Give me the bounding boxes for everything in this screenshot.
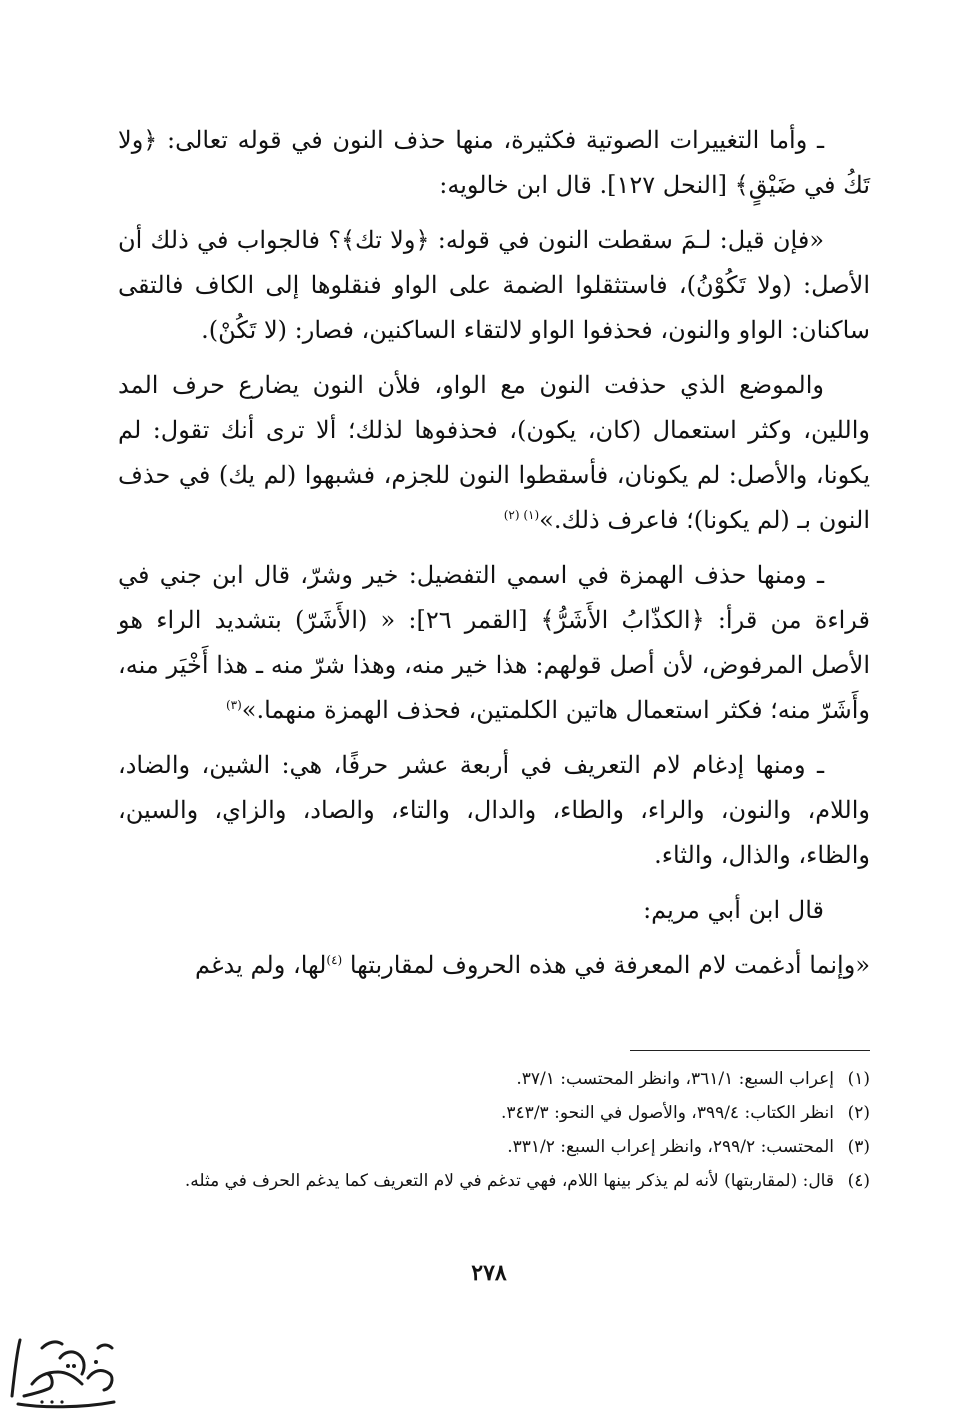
calligraphy-stamp-icon (2, 1318, 120, 1414)
paragraph-7-text-before: «وإنما أدغمت لام المعرفة في هذه الحروف لمقاربتها (349, 951, 870, 979)
paragraph-3 (118, 363, 870, 543)
paragraph-6: قال ابن أبي مريم: (643, 896, 824, 924)
paragraph-4-text: ـ ومنها حذف الهمزة في اسمي التفضيل: خير وشرّ، قال ابن جني في قراءة من قرأ: ﴿الكذّابُ الأَشَرُّ﴾ [القمر ٢٦]: « (الأَشَرّ) بتشديد الراء هو الأصل المرفوض، لأن أصل قولهم: هذا خير منه، وهذا شرّ منه ـ هذا أَخْيَر منه، وأَشَرّ منه؛ فكثر استعمال هاتين الكلمتين، فحذف الهمزة منهما.» (118, 561, 870, 724)
paragraph-5: ـ ومنها إدغام لام التعريف في أربعة عشر حرفًا، هي: الشين، والضاد، واللام، والنون، والراء، والطاء، والدال، والتاء، والصاد، والزاي، والسين، والظاء، والذال، والثاء. (118, 751, 870, 869)
footnote-ref-1-2: (١) (٢) (503, 508, 540, 522)
footnote-number: (٣) (847, 1137, 870, 1157)
page-number: ٢٧٨ (471, 1260, 507, 1286)
footnote-number: (٤) (847, 1171, 870, 1191)
paragraph-1: ـ وأما التغييرات الصوتية فكثيرة، منها حذف النون في قوله تعالى: ﴿ولا تَكُ في ضَيْقٍ﴾ [النحل ١٢٧]. قال ابن خالويه: (118, 126, 870, 199)
footnote-separator (630, 1050, 870, 1051)
footnote-ref-3: (٣) (225, 698, 242, 712)
footnote-1 (118, 1062, 870, 1096)
footnote-number: (١) (847, 1069, 870, 1089)
main-text (118, 118, 870, 998)
footnote-4 (118, 1164, 870, 1198)
paragraph-4 (118, 553, 870, 733)
footnote-2 (118, 1096, 870, 1130)
footnote-text: المحتسب: ٢٩٩/٢، وانظر إعراب السبع: ٣٣١/٢. (507, 1137, 834, 1157)
footnote-text: إعراب السبع: ٣٦١/١، وانظر المحتسب: ٣٧/١. (516, 1069, 834, 1089)
paragraph-2: «فإن قيل: لـمَ سقطت النون في قوله: ﴿ولا تك﴾؟ فالجواب في ذلك أن الأصل: (ولا تَكُوْنُ)، فاستثقلوا الضمة على الواو فنقلوها إلى الكاف فالتقى ساكنان: الواو والنون، فحذفوا الواو لالتقاء الساكنين، فصار: (لا تَكُنْ). (118, 226, 870, 344)
paragraph-3-text: والموضع الذي حذفت النون مع الواو، فلأن النون يضارع حرف المد واللين، وكثر استعمال (كان، يكون)، فحذفوها لذلك؛ ألا ترى أنك تقول: لم يكونا، والأصل: لم يكونان، فأسقطوا النون للجزم، فشبهوا (لم يك) في حذف النون بـ (لم يكونا)؛ فاعرف ذلك.» (118, 371, 870, 534)
paragraph-7 (118, 943, 870, 988)
footnote-ref-4: (٤) (326, 953, 343, 967)
footnote-number: (٢) (847, 1103, 870, 1123)
stamp-logo (2, 1318, 120, 1414)
paragraph-7-text-after: لها، ولم يدغم (195, 951, 327, 979)
footnotes (118, 1062, 870, 1198)
footnote-text: انظر الكتاب: ٣٩٩/٤، والأصول في النحو: ٣٤٣/٣. (501, 1103, 834, 1123)
footnote-3 (118, 1130, 870, 1164)
footnote-text: قال: (لمقاربتها) لأنه لم يذكر بينها اللام، فهي تدغم في لام التعريف كما يدغم الحرف في مثله. (184, 1171, 834, 1191)
